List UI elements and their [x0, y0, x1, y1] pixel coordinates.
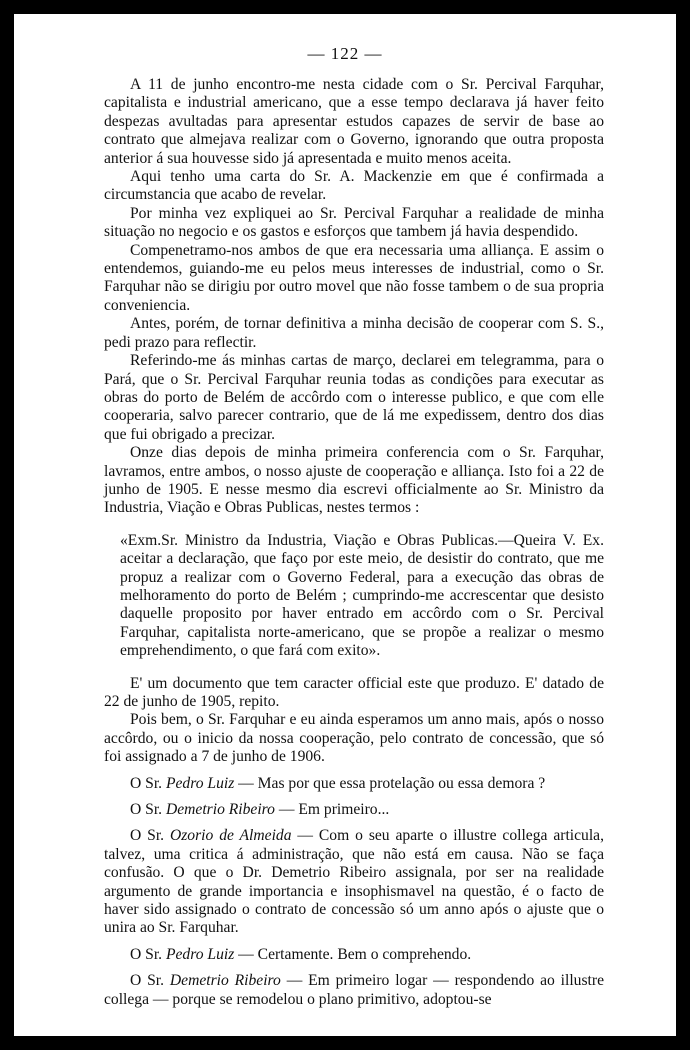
body-text [104, 76, 604, 1009]
speaker-prefix: O Sr. [130, 827, 170, 845]
paragraph: Compenetramo-nos ambos de que era necessaria uma alliança. E assim o entendemos, guiando-me eu pelos meus interesses de industrial, como o Sr. Farquhar não se dirigiu por outro movel que não fosse tambem o de sua propria conveniencia. [104, 241, 604, 314]
speaker-name: Pedro Luiz [165, 945, 235, 963]
speaker-prefix: O Sr. [130, 972, 170, 990]
quoted-letter [104, 532, 604, 661]
speaker-prefix: O Sr. [130, 774, 166, 792]
speaker-prefix: O Sr. [130, 945, 166, 963]
speech-text: — Mas por que essa protelação ou essa demora ? [234, 774, 546, 792]
dialogue-line [104, 827, 604, 937]
paragraph: Referindo-me ás minhas cartas de março, declarei em telegramma, para o Pará, que o Sr. Percival Farquhar reunia todas as condições para executar as obras do porto de Belém de accôrdo com o interesse publico, e que com elle cooperaria, salvo parecer contrario, que de lá me expedissem, dentro dos dias que fui obrigado a precizar. [104, 352, 604, 443]
dialogue-line [104, 775, 604, 793]
speech-text: — Certamente. Bem o comprehendo. [234, 945, 472, 963]
quote-text: «Exm.Sr. Ministro da Industria, Viação e Obras Publicas.—Queira V. Ex. aceitar a declaração, que faço por este meio, de desistir do contrato, que me propuz a realizar com o Governo Federal, para a execução das obras de melhoramento do porto de Belém ; cumprindo-me accrescentar que desisto daquelle proposito por haver entrado em accôrdo com o Sr. Percival Farquhar, capitalista norte-americano, que se propõe a realizar o mesmo emprehendimento, o que fará com exito». [120, 531, 604, 660]
paragraph: Antes, porém, de tornar definitiva a minha decisão de cooperar com S. S., pedi prazo para reflectir. [104, 315, 604, 351]
speech-text: — Com o seu aparte o illustre collega articula, talvez, uma critica á administração, que não está em causa. Não se faça confusão. O que o Dr. Demetrio Ribeiro assignala, por ser na realidade argumento de grande importancia e insophismavel na questão, é o facto de haver sido assignado o contrato de concessão só um anno após o ajuste que o unira ao Sr. Farquhar. [104, 827, 604, 937]
paragraph: A 11 de junho encontro-me nesta cidade com o Sr. Percival Farquhar, capitalista e industrial americano, que a esse tempo declarava já haver feito despezas avultadas para apresentar estudos capazes de servir de base ao contrato que almejava realizar com o Governo, ignorando que outra proposta anterior á sua houvesse sido já apresentada e muito menos aceita. [104, 76, 604, 167]
document-page [14, 14, 676, 1036]
dialogue-line [104, 972, 604, 1009]
speech-text: — Em primeiro... [274, 801, 390, 819]
speaker-name: Demetrio Ribeiro [169, 972, 281, 990]
paragraph: E' um documento que tem caracter official este que produzo. E' datado de 22 de junho de 1905, repito. [104, 674, 604, 710]
paragraph: Por minha vez expliquei ao Sr. Percival Farquhar a realidade de minha situação no negocio e os gastos e esforços que tambem já havia despendido. [104, 204, 604, 241]
speaker-name: Pedro Luiz [165, 774, 235, 792]
speech-text: — Em primeiro logar — respondendo ao illustre collega — porque se remodelou o plano primitivo, adoptou-se [104, 972, 604, 1008]
speaker-name: Ozorio de Almeida [169, 827, 292, 845]
dialogue-line [104, 946, 604, 964]
dialogue-line [104, 801, 604, 819]
paragraph: Onze dias depois de minha primeira conferencia com o Sr. Farquhar, lavramos, entre ambos, o nosso ajuste de cooperação e alliança. Isto foi a 22 de junho de 1905. E nesse mesmo dia escrevi officialmente ao Sr. Ministro da Industria, Viação e Obras Publicas, nestes termos : [104, 444, 604, 517]
paragraph: Pois bem, o Sr. Farquhar e eu ainda esperamos um anno mais, após o nosso accôrdo, ou o inicio da nossa cooperação, pelo contrato de concessão, que só foi assignado a 7 de junho de 1906. [104, 711, 604, 766]
speaker-name: Demetrio Ribeiro [165, 801, 275, 819]
page-number: — 122 — [307, 44, 383, 63]
paragraph: Aqui tenho uma carta do Sr. A. Mackenzie em que é confirmada a circumstancia que acabo de revelar. [104, 168, 604, 204]
speaker-prefix: O Sr. [130, 801, 166, 819]
